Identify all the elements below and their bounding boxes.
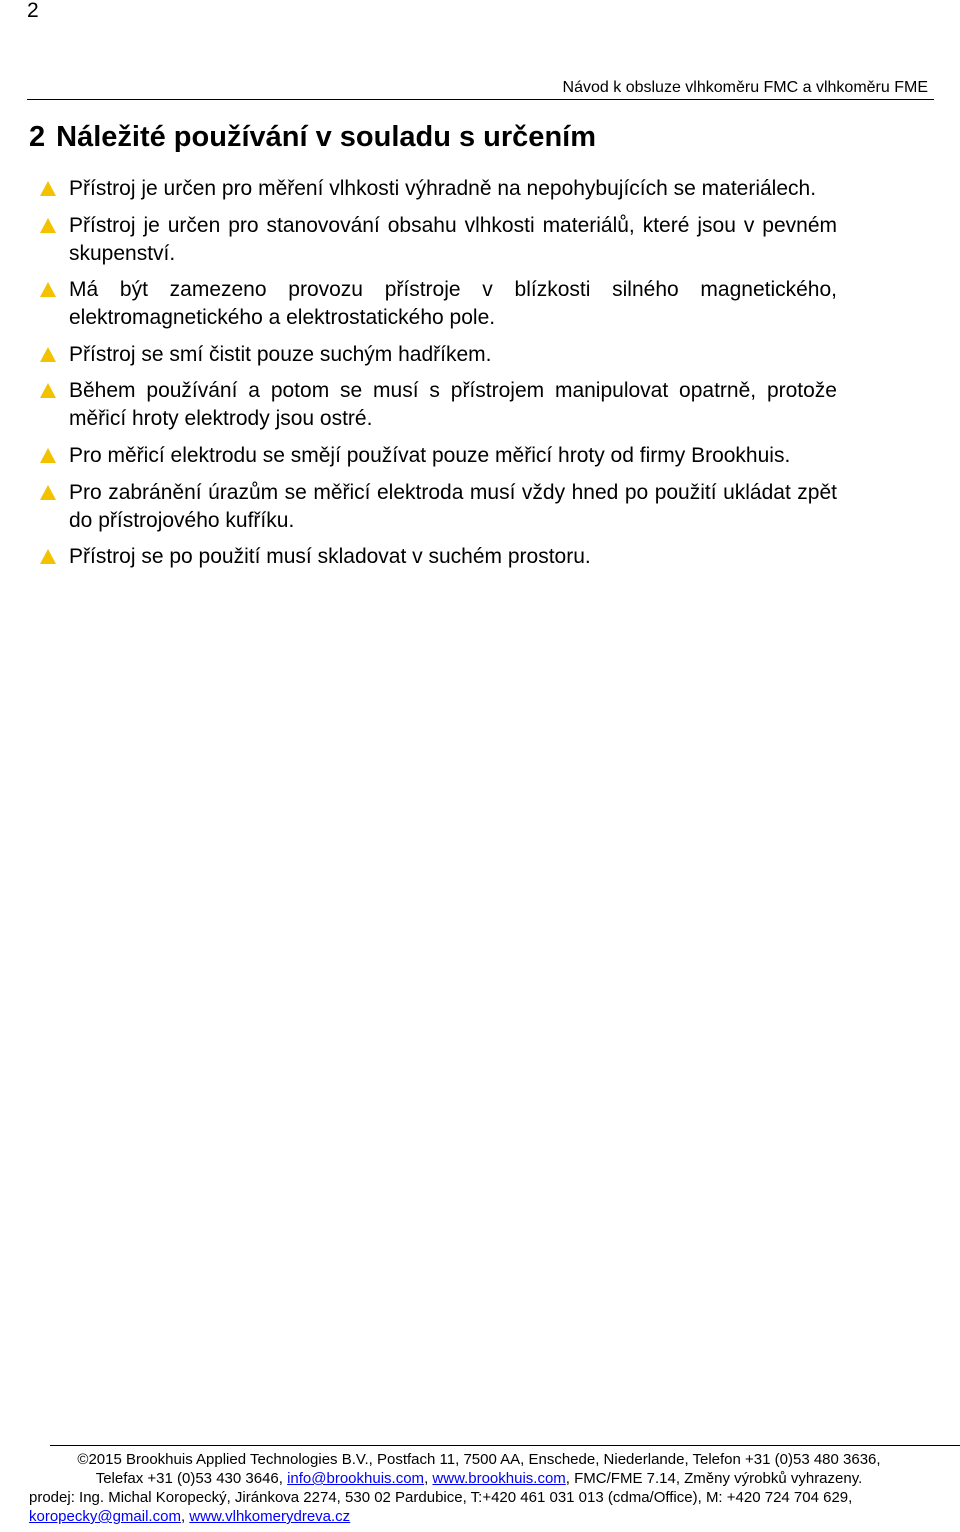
header-divider — [27, 99, 934, 100]
dealer-website-link[interactable]: www.vlhkomerydreva.cz — [189, 1508, 351, 1525]
usage-rules-list — [40, 175, 837, 571]
list-item-text: Pro zabránění úrazům se měřicí elektroda musí vždy hned po použití ukládat zpět do přístrojového kufříku. — [69, 480, 837, 532]
running-header: Návod k obsluze vlhkoměru FMC a vlhkoměru FME — [562, 79, 928, 96]
section-title-text: Náležité používání v souladu s určením — [56, 121, 596, 153]
list-item — [40, 479, 837, 535]
warning-triangle-icon — [40, 549, 56, 564]
list-item — [40, 341, 837, 369]
footer-dealer-links — [29, 1507, 929, 1526]
list-item-text: Přístroj se po použití musí skladovat v suchém prostoru. — [69, 545, 591, 569]
footer-fax: Telefax +31 (0)53 430 3646, — [95, 1470, 288, 1487]
dealer-email-link[interactable]: koropecky@gmail.com — [29, 1508, 181, 1525]
list-item — [40, 543, 837, 571]
list-item — [40, 442, 837, 470]
warning-triangle-icon — [40, 448, 56, 463]
footer-version: , FMC/FME 7.14, Změny výrobků vyhrazeny. — [565, 1470, 863, 1487]
footer-separator: , — [180, 1508, 190, 1525]
list-item-text: Pro měřicí elektrodu se smějí používat pouze měřicí hroty od firmy Brookhuis. — [69, 443, 791, 467]
warning-triangle-icon — [40, 218, 56, 233]
list-item — [40, 212, 837, 268]
list-item-text: Má být zamezeno provozu přístroje v blízkosti silného magnetického, elektromagnetického a elektrostatického pole. — [69, 278, 837, 330]
footer-copyright-line: ©2015 Brookhuis Applied Technologies B.V., Postfach 11, 7500 AA, Enschede, Niederlande, Telefon +31 (0)53 480 3636, — [77, 1451, 881, 1468]
footer-contact-line — [29, 1469, 929, 1488]
email-link[interactable]: info@brookhuis.com — [287, 1470, 425, 1487]
warning-triangle-icon — [40, 181, 56, 196]
warning-triangle-icon — [40, 485, 56, 500]
website-link[interactable]: www.brookhuis.com — [432, 1470, 566, 1487]
list-item — [40, 175, 837, 203]
list-item — [40, 276, 837, 332]
footer-dealer-line: prodej: Ing. Michal Koropecký, Jiránkova 2274, 530 02 Pardubice, T:+420 461 031 013 (cdma/Office), M: +420 724 704 629, — [29, 1489, 853, 1506]
footer-separator: , — [424, 1470, 433, 1487]
list-item-text: Přístroj je určen pro měření vlhkosti výhradně na nepohybujících se materiálech. — [69, 177, 817, 200]
list-item — [40, 377, 837, 433]
warning-triangle-icon — [40, 282, 56, 297]
warning-triangle-icon — [40, 347, 56, 362]
list-item-text: Během používání a potom se musí s přístrojem manipulovat opatrně, protože měřicí hroty elektrody jsou ostré. — [69, 379, 837, 431]
page-number: 2 — [27, 0, 39, 22]
warning-triangle-icon — [40, 383, 56, 398]
section-title — [29, 120, 596, 154]
footer-divider — [50, 1445, 960, 1446]
footer — [29, 1450, 929, 1526]
section-number: 2 — [29, 121, 46, 153]
list-item-text: Přístroj se smí čistit pouze suchým hadříkem. — [69, 342, 492, 366]
list-item-text: Přístroj je určen pro stanovování obsahu vlhkosti materiálů, které jsou v pevném skupenství. — [69, 213, 837, 265]
